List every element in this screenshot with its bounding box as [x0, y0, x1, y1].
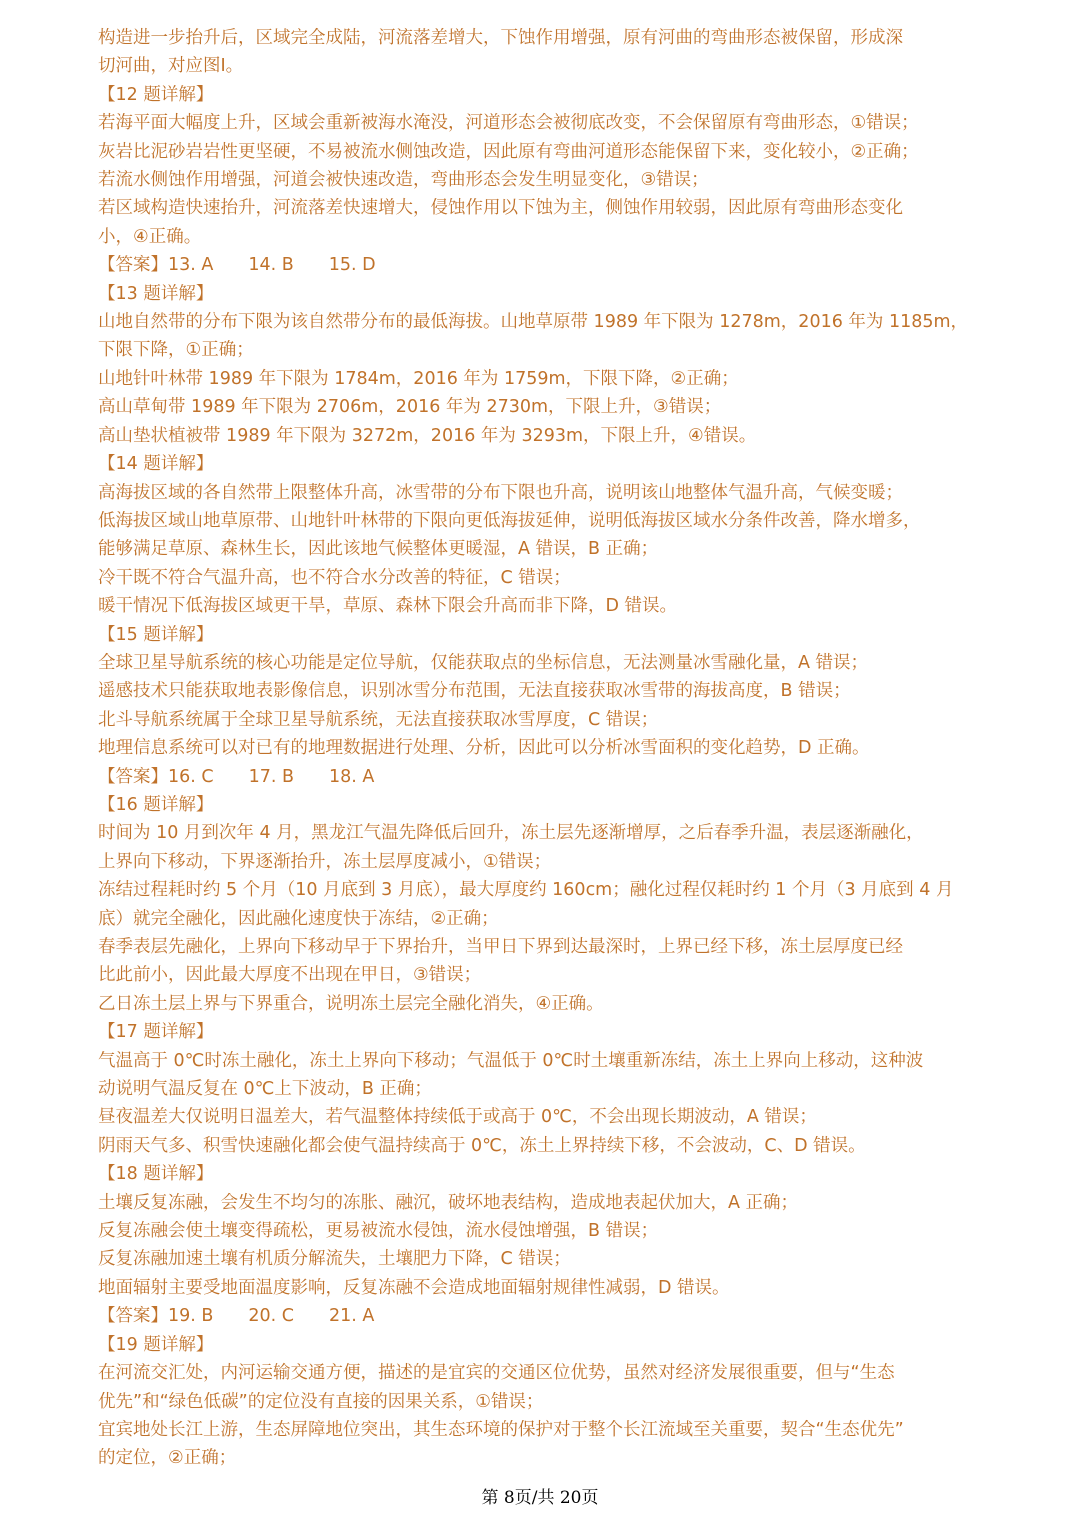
document-body [98, 24, 998, 1473]
text-line: 反复冻融会使土壤变得疏松，更易被流水侵蚀，流水侵蚀增强，B 错误； [98, 1221, 659, 1242]
text-line: 【15 题详解】 [98, 624, 214, 645]
text-line: 山地针叶林带 1989 年下限为 1784m，2016 年为 1759m，下限下降，②正确； [98, 368, 739, 389]
text-line: 高山草甸带 1989 年下限为 2706m，2016 年为 2730m，下限上升，③错误； [98, 397, 722, 418]
text-line: 【答案】16. C 17. B 18. A [98, 766, 375, 787]
text-line: 若流水侧蚀作用增强，河道会被快速改造，弯曲形态会发生明显变化，③错误； [98, 170, 709, 191]
text-line: 【18 题详解】 [98, 1164, 214, 1185]
text-line: 【12 题详解】 [98, 84, 214, 105]
text-line: 【13 题详解】 [98, 283, 214, 304]
text-line: 地面辐射主要受地面温度影响，反复冻融不会造成地面辐射规律性减弱，D 错误。 [98, 1277, 730, 1298]
text-line: 构造进一步抬升后，区域完全成陆，河流落差增大，下蚀作用增强，原有河曲的弯曲形态被保留，形成深 [98, 28, 903, 48]
text-line: 全球卫星导航系统的核心功能是定位导航，仅能获取点的坐标信息，无法测量冰雪融化量，A 错误； [98, 652, 869, 673]
text-line: 暖干情况下低海拔区域更干旱，草原、森林下限会升高而非下降，D 错误。 [98, 596, 678, 617]
text-line: 【14 题详解】 [98, 454, 214, 475]
text-line: 灰岩比泥砂岩岩性更坚硬，不易被流水侧蚀改造，因此原有弯曲河道形态能保留下来，变化较小，②正确； [98, 141, 919, 162]
text-line: 高海拔区域的各自然带上限整体升高，冰雪带的分布下限也升高，说明该山地整体气温升高，气候变暖； [98, 482, 903, 503]
text-line: 下限下降，①正确； [98, 340, 254, 361]
text-line: 若海平面大幅度上升，区域会重新被海水淹没，河道形态会被彻底改变，不会保留原有弯曲形态，①错误； [98, 113, 919, 134]
text-line: 遥感技术只能获取地表影像信息，识别冰雪分布范围，无法直接获取冰雪带的海拔高度，B 错误； [98, 681, 851, 702]
text-line: 若区域构造快速抬升，河流落差快速增大，侵蚀作用以下蚀为主，侧蚀作用较弱，因此原有弯曲形态变化 [98, 198, 903, 219]
text-line: 地理信息系统可以对已有的地理数据进行处理、分析，因此可以分析冰雪面积的变化趋势，D 正确。 [98, 738, 870, 759]
text-line: 动说明气温反复在 0℃上下波动，B 正确； [98, 1079, 432, 1100]
text-line: 【16 题详解】 [98, 794, 214, 815]
text-line: 低海拔区域山地草原带、山地针叶林带的下限向更低海拔延伸，说明低海拔区域水分条件改善，降水增多， [98, 510, 921, 531]
text-line: 【19 题详解】 [98, 1334, 214, 1355]
text-line: 冷干既不符合气温升高，也不符合水分改善的特征，C 错误； [98, 567, 571, 588]
text-line: 春季表层先融化，上界向下移动早于下界抬升，当甲日下界到达最深时，上界已经下移，冻土层厚度已经 [98, 937, 903, 957]
text-line: 能够满足草原、森林生长，因此该地气候整体更暖湿，A 错误，B 正确； [98, 539, 659, 560]
text-line: 比此前小，因此最大厚度不出现在甲日，③错误； [98, 965, 482, 986]
text-line: 的定位，②正确； [98, 1448, 237, 1469]
text-line: 北斗导航系统属于全球卫星导航系统，无法直接获取冰雪厚度，C 错误； [98, 709, 659, 730]
text-line: 在河流交汇处，内河运输交通方便，描述的是宜宾的交通区位优势，虽然对经济发展很重要，但与“生态 [98, 1363, 895, 1384]
text-line: 切河曲，对应图Ⅰ。 [98, 56, 244, 77]
page-footer: 第 8页/共 20页 [481, 1488, 599, 1508]
text-line: 高山垫状植被带 1989 年下限为 3272m，2016 年为 3293m，下限上升，④错误。 [98, 425, 757, 446]
text-line: 上界向下移动，下界逐渐抬升，冻土层厚度减小，①错误； [98, 851, 552, 872]
text-line: 乙日冻土层上界与下界重合，说明冻土层完全融化消失，④正确。 [98, 993, 604, 1014]
text-line: 小，④正确。 [98, 226, 202, 247]
text-line: 时间为 10 月到次年 4 月，黑龙江气温先降低后回升，冻土层先逐渐增厚，之后春季升温，表层逐渐融化， [98, 823, 924, 844]
text-line: 宜宾地处长江上游，生态屏障地位突出，其生态环境的保护对于整个长江流域至关重要，契合“生态优先” [98, 1419, 904, 1440]
text-line: 底）就完全融化，因此融化速度快于冻结，②正确； [98, 908, 499, 929]
text-line: 气温高于 0℃时冻土融化，冻土上界向下移动；气温低于 0℃时土壤重新冻结，冻土上界向上移动，这种波 [98, 1050, 924, 1071]
text-line: 昼夜温差大仅说明日温差大，若气温整体持续低于或高于 0℃，不会出现长期波动，A 错误； [98, 1107, 817, 1128]
text-line: 冻结过程耗时约 5 个月（10 月底到 3 月底），最大厚度约 160cm；融化过程仅耗时约 1 个月（3 月底到 4 月 [98, 880, 954, 901]
text-line: 土壤反复冻融，会发生不均匀的冻胀、融沉，破坏地表结构，造成地表起伏加大，A 正确； [98, 1192, 799, 1213]
text-line: 【答案】19. B 20. C 21. A [98, 1306, 375, 1327]
text-line: 阴雨天气多、积雪快速融化都会使气温持续高于 0℃，冻土上界持续下移，不会波动，C、D 错误。 [98, 1135, 866, 1156]
text-line: 山地自然带的分布下限为该自然带分布的最低海拔。山地草原带 1989 年下限为 1278m，2016 年为 1185m， [98, 312, 969, 333]
text-line: 【17 题详解】 [98, 1022, 214, 1043]
text-line: 优先”和“绿色低碳”的定位没有直接的因果关系，①错误； [98, 1391, 544, 1412]
text-line: 【答案】13. A 14. B 15. D [98, 255, 376, 276]
text-line: 反复冻融加速土壤有机质分解流失，土壤肥力下降，C 错误； [98, 1249, 571, 1270]
